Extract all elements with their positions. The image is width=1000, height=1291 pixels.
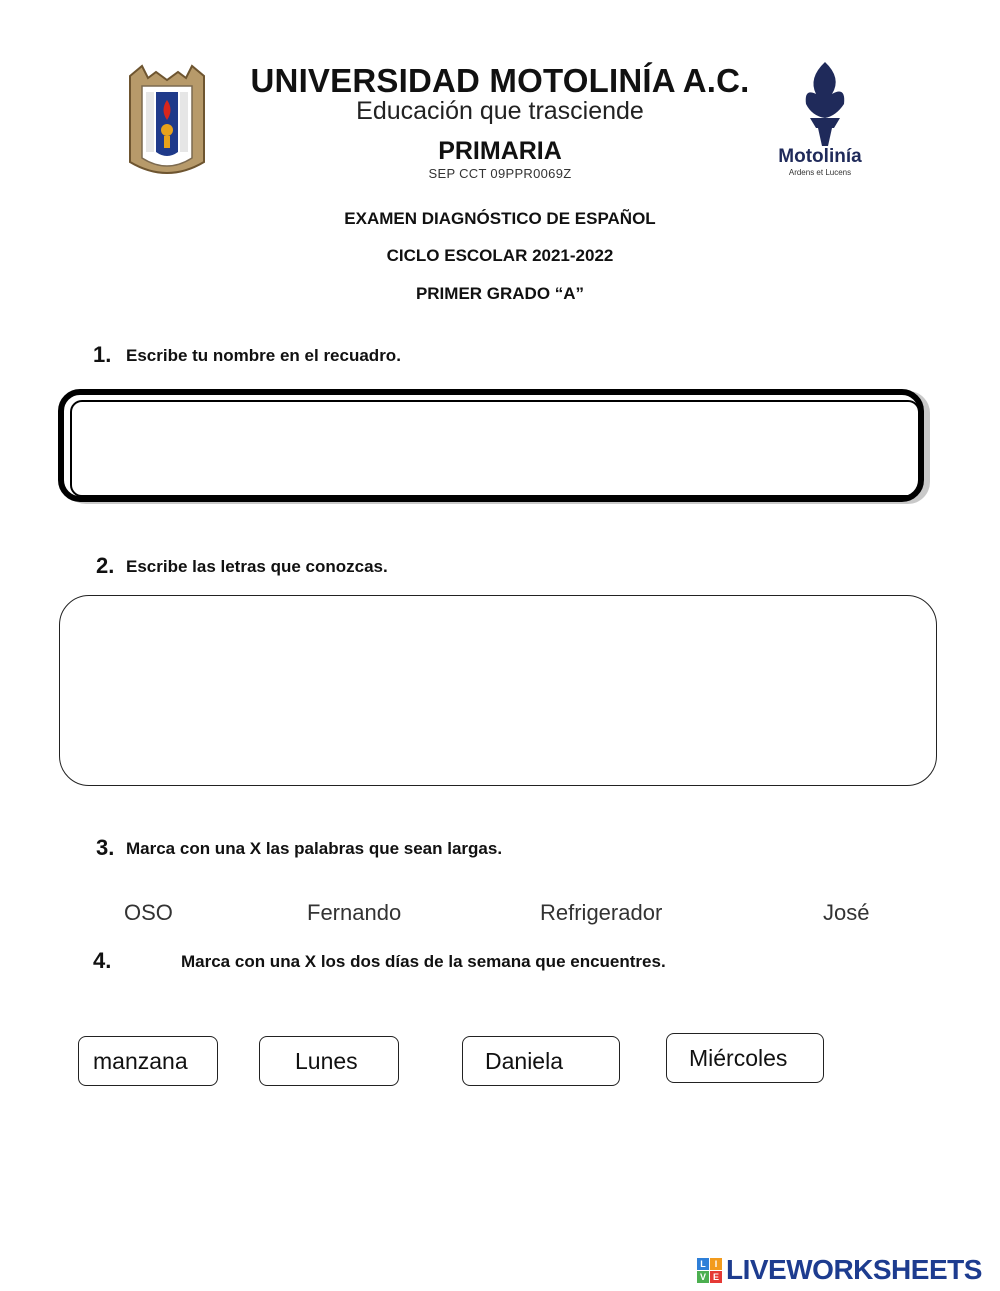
university-tagline: Educación que trasciende: [356, 97, 644, 125]
question-2-number: 2.: [96, 553, 115, 578]
question-4-number: 4.: [93, 948, 112, 973]
q4-option-box[interactable]: Miércoles: [666, 1033, 824, 1083]
question-1-text: Escribe tu nombre en el recuadro.: [126, 346, 401, 365]
motolinia-logo-word: Motolinía: [778, 146, 862, 167]
name-answer-box[interactable]: [70, 400, 920, 497]
motolinia-logo-motto: Ardens et Lucens: [788, 168, 852, 177]
brand-icon-letter: L: [697, 1258, 709, 1270]
brand-icon-letter: I: [710, 1258, 722, 1270]
question-1-number: 1.: [93, 342, 112, 367]
question-3-number: 3.: [96, 835, 115, 860]
letters-answer-box[interactable]: [59, 595, 937, 786]
university-name: UNIVERSIDAD MOTOLINÍA A.C.: [250, 62, 750, 99]
q4-option-box[interactable]: Daniela: [462, 1036, 620, 1086]
exam-cycle: CICLO ESCOLAR 2021-2022: [386, 246, 614, 265]
question-3-text: Marca con una X las palabras que sean largas.: [126, 839, 503, 858]
brand-icon-letter: E: [710, 1271, 722, 1283]
brand-icon-letter: V: [697, 1271, 709, 1283]
q4-option-box[interactable]: manzana: [78, 1036, 218, 1086]
exam-title: EXAMEN DIAGNÓSTICO DE ESPAÑOL: [344, 209, 656, 228]
liveworksheets-logo: [697, 1252, 997, 1288]
q3-word-option[interactable]: José: [823, 900, 870, 925]
q3-word-option[interactable]: OSO: [124, 900, 173, 925]
q4-option-box[interactable]: Lunes: [259, 1036, 399, 1086]
liveworksheets-icon: [697, 1258, 722, 1283]
q3-word-option[interactable]: Fernando: [307, 900, 402, 925]
exam-grade: PRIMER GRADO “A”: [415, 284, 585, 303]
liveworksheets-brand-text: LIVEWORKSHEETS: [726, 1254, 982, 1285]
question-4-text: Marca con una X los dos días de la semana que encuentres.: [181, 952, 666, 971]
school-cct: SEP CCT 09PPR0069Z: [428, 166, 572, 181]
question-2-text: Escribe las letras que conozcas.: [126, 557, 388, 576]
school-level: PRIMARIA: [438, 137, 562, 165]
q3-word-option[interactable]: Refrigerador: [540, 900, 663, 925]
